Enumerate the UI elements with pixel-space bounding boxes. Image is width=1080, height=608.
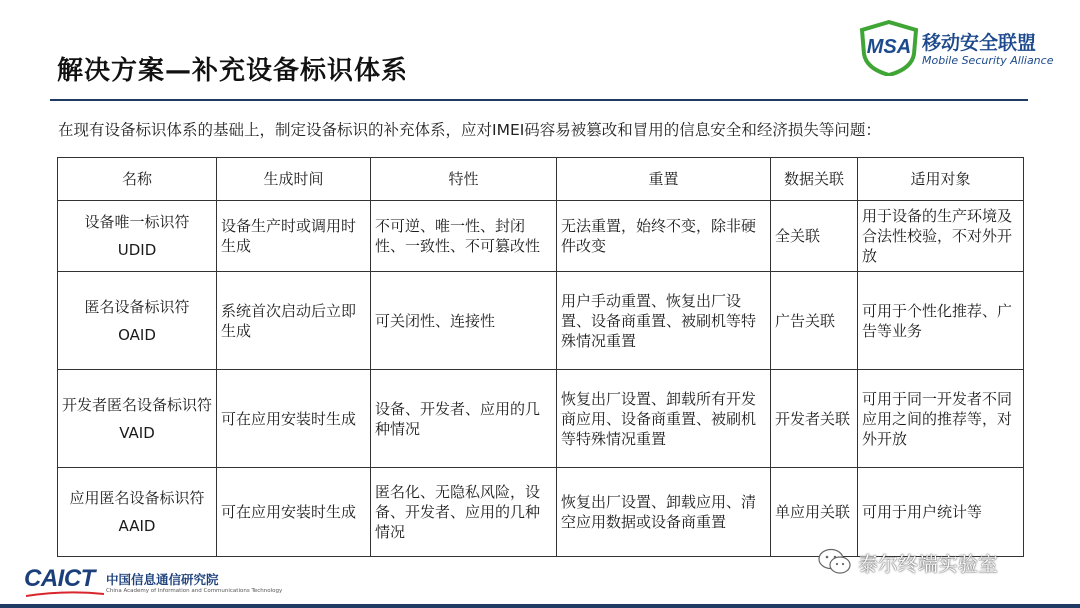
cell-reset: 恢复出厂设置、卸载所有开发商应用、设备商重置、被刷机等特殊情况重置: [557, 370, 771, 468]
cell-reset: 无法重置，始终不变，除非硬件改变: [557, 201, 771, 272]
cell-reset: 恢复出厂设置、卸载应用、清空应用数据或设备商重置: [557, 468, 771, 557]
cell-association: 全关联: [771, 201, 858, 272]
cell-features: 不可逆、唯一性、封闭性、一致性、不可篡改性: [371, 201, 557, 272]
msa-shield-icon: [858, 20, 920, 76]
id-code: VAID: [119, 423, 155, 442]
wechat-watermark: [818, 546, 998, 578]
cell-target: 用于设备的生产环境及合法性校验，不对外开放: [858, 201, 1024, 272]
cell-gen-time: 系统首次启动后立即生成: [217, 272, 371, 370]
cell-name: [58, 201, 217, 272]
cell-name: [58, 468, 217, 557]
cell-target: 可用于同一开发者不同应用之间的推荐等，对外开放: [858, 370, 1024, 468]
header-association: 数据关联: [771, 158, 858, 201]
identifier-table: [57, 157, 1024, 557]
msa-name-cn: 移动安全联盟: [922, 32, 1037, 54]
table-header-row: [58, 158, 1024, 201]
cell-gen-time: 可在应用安装时生成: [217, 468, 371, 557]
table-row: [58, 272, 1024, 370]
cell-name: [58, 272, 217, 370]
cell-gen-time: 可在应用安装时生成: [217, 370, 371, 468]
header-name: 名称: [58, 158, 217, 201]
msa-mark-text: MSA: [866, 36, 912, 58]
caict-swoosh-icon: [26, 591, 104, 597]
id-name-cn: 应用匿名设备标识符: [69, 489, 205, 507]
title-divider: [50, 99, 1028, 101]
cell-gen-time: 设备生产时或调用时生成: [217, 201, 371, 272]
bottom-divider: [0, 604, 1080, 608]
msa-name-en: Mobile Security Alliance: [922, 54, 1054, 67]
cell-features: 可关闭性、连接性: [371, 272, 557, 370]
header-reset: 重置: [557, 158, 771, 201]
header-features: 特性: [371, 158, 557, 201]
id-name-cn: 开发者匿名设备标识符: [61, 395, 212, 414]
id-code: UDID: [117, 241, 157, 259]
caict-name-en: China Academy of Information and Communications Technology: [106, 588, 283, 594]
cell-target: 可用于用户统计等: [858, 468, 1024, 557]
cell-association: 单应用关联: [771, 468, 858, 557]
cell-features: 匿名化、无隐私风险，设备、开发者、应用的几种情况: [371, 468, 557, 557]
id-code: AAID: [118, 517, 156, 535]
cell-reset: 用户手动重置、恢复出厂设置、设备商重置、被刷机等特殊情况重置: [557, 272, 771, 370]
table-row: [58, 370, 1024, 468]
wechat-icon: [818, 548, 852, 576]
cell-name: [58, 370, 217, 468]
caict-mark: CAICT: [24, 565, 95, 592]
caict-logo: [24, 565, 283, 603]
header-gen-time: 生成时间: [217, 158, 371, 201]
caict-name-cn: 中国信息通信研究院: [106, 572, 219, 587]
cell-target: 可用于个性化推荐、广告等业务: [858, 272, 1024, 370]
table-row: [58, 201, 1024, 272]
id-code: OAID: [118, 325, 156, 344]
watermark-text: 泰尔终端实验室: [858, 551, 998, 576]
cell-features: 设备、开发者、应用的几种情况: [371, 370, 557, 468]
id-name-cn: 设备唯一标识符: [84, 213, 190, 231]
table-row: [58, 468, 1024, 557]
intro-text: 在现有设备标识体系的基础上，制定设备标识的补充体系，应对IMEI码容易被篡改和冒用的信息安全和经济损失等问题：: [58, 121, 881, 139]
cell-association: 广告关联: [771, 272, 858, 370]
msa-logo: [858, 20, 1058, 78]
cell-association: 开发者关联: [771, 370, 858, 468]
id-name-cn: 匿名设备标识符: [84, 297, 190, 316]
header-target: 适用对象: [858, 158, 1024, 201]
slide-title: 解决方案—补充设备标识体系: [57, 56, 409, 86]
